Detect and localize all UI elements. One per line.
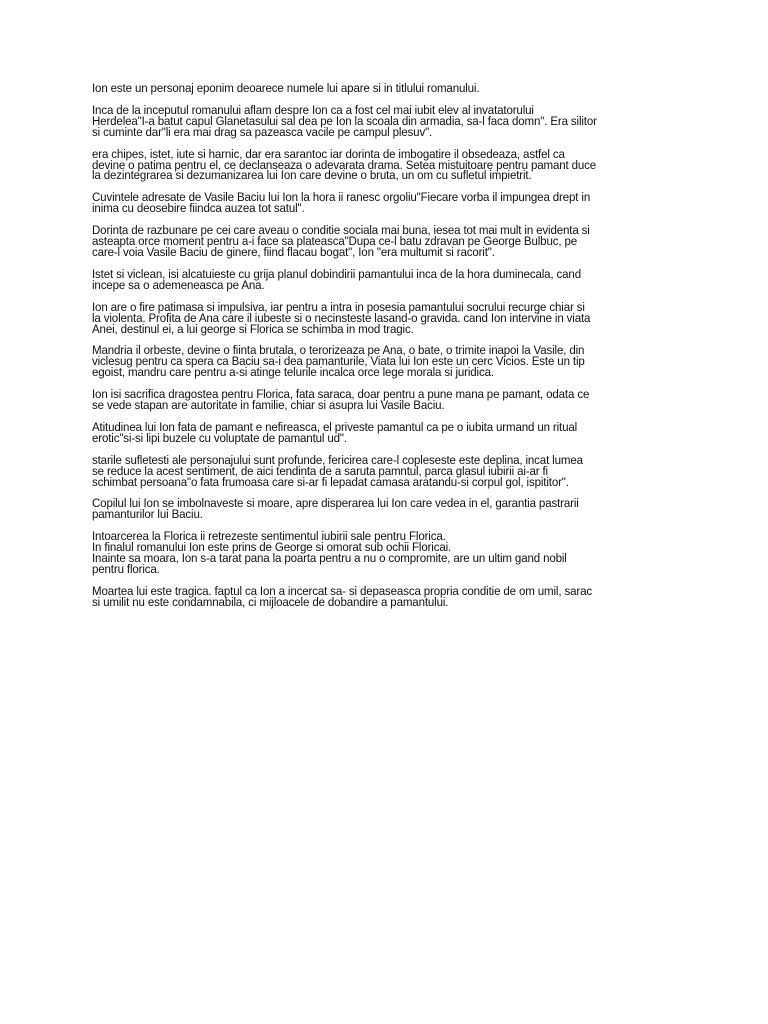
text-line: egoist, mandru care pentru a-si atinge telurile incalca orce lege morala si juridica. bbox=[92, 365, 494, 380]
text-line: Intoarcerea la Florica ii retrezeste sentimentul iubirii sale pentru Florica. bbox=[92, 529, 446, 544]
text-line: Ion isi sacrifica dragostea pentru Florica, fata saraca, doar pentru a pune mana pe pamant, odata ce bbox=[92, 387, 590, 402]
text-line: se reduce la acest sentiment, de aici tendinta de a saruta pamntul, parca glasul iubirii ai-ar fi bbox=[92, 463, 548, 478]
text-line: se vede stapan are autoritate in familie, chiar si asupra lui Vasile Baciu. bbox=[92, 398, 445, 413]
text-line: Ion are o fire patimasa si impulsiva, iar pentru a intra in posesia pamantului socrului recurge chiar si bbox=[92, 299, 585, 314]
paragraph-11 bbox=[92, 452, 674, 489]
text-line: la violenta. Profita de Ana care il iubeste si o necinsteste lasand-o gravida. cand Ion intervine in viata bbox=[92, 310, 591, 325]
text-line: schimbat persoana"o fata frumoasa care si-ar fi lepadat camasa aratandu-si corpul gol, ispititor". bbox=[92, 474, 569, 489]
paragraph-9 bbox=[92, 389, 674, 411]
text-line: devine o patima pentru el, ce declanseaza o adevarata drama. Setea mistuitoare pentru pamant duce bbox=[92, 157, 597, 172]
text-line: Atitudinea lui Ion fata de pamant e nefireasca, el priveste pamantul ca pe o iubita urmand un ritual bbox=[92, 419, 578, 434]
paragraph-1 bbox=[92, 83, 674, 94]
paragraph-6 bbox=[92, 266, 674, 292]
text-line: si cuminte dar"li era mai drag sa pazeasca vacile pe campul plesuv". bbox=[92, 124, 433, 139]
text-line: pentru florica. bbox=[92, 562, 160, 576]
paragraph-5 bbox=[92, 225, 674, 258]
text-line: Mandria il orbeste, devine o fiinta brutala, o terorizeaza pe Ana, o bate, o trimite inapoi la Vasile, din bbox=[92, 343, 585, 358]
text-line: inima cu deosebire fiindca auzea tot satul". bbox=[92, 201, 305, 216]
text-line: Inca de la inceputul romanului aflam despre Ion ca a fost cel mai iubit elev al invatatorului bbox=[92, 102, 534, 117]
paragraph-4 bbox=[92, 192, 674, 214]
document-body bbox=[92, 83, 674, 619]
text-line: In finalul romanului Ion este prins de George si omorat sub ochii Floricai. bbox=[92, 540, 452, 555]
text-line: starile sufletesti ale personajului sunt profunde, fericirea care-l copleseste este deplina, incat lumea bbox=[92, 452, 583, 467]
text-line: erotic"si-si lipi buzele cu voluptate de pamantul ud". bbox=[92, 430, 347, 445]
text-line: care-l voia Vasile Baciu de ginere, fiind flacau bogat", Ion "era multumit si racorit". bbox=[92, 244, 495, 259]
text-line: incepe sa o ademeneasca pe Ana. bbox=[92, 277, 265, 292]
text-line: Dorinta de razbunare pe cei care aveau o conditie sociala mai buna, iesea tot mai mult in evidenta si bbox=[92, 223, 590, 238]
paragraph-3 bbox=[92, 146, 674, 183]
text-line: Inainte sa moara, Ion s-a tarat pana la poarta pentru a nu o compromite, are un ultim gand nobil bbox=[92, 551, 567, 566]
paragraph-13 bbox=[92, 531, 674, 575]
text-line: Anei, destinul ei, a lui george si Florica se schimba in mod tragic. bbox=[92, 321, 414, 336]
paragraph-14 bbox=[92, 583, 674, 609]
text-line: Cuvintele adresate de Vasile Baciu lui Ion la hora ii ranesc orgoliu"Fiecare vorba il impungea drept in bbox=[92, 190, 591, 205]
text-line: Istet si viclean, isi alcatuieste cu grija planul dobindirii pamantului inca de la hora duminecala, cand bbox=[92, 266, 581, 281]
text-line: viclesug pentru ca spera ca Baciu sa-i dea pamanturile, Viata lui Ion este un cerc Vicios. Este un tip bbox=[92, 354, 585, 369]
text-line: asteapta orce moment pentru a-i face sa plateasca"Dupa ce-l batu zdravan pe George Bulbuc, pe bbox=[92, 234, 577, 249]
paragraph-10 bbox=[92, 419, 674, 445]
text-line: Moartea lui este tragica. faptul ca Ion a incercat sa- si depaseasca propria conditie de om umil, sarac bbox=[92, 583, 592, 598]
text-line: era chipes, istet, iute si harnic, dar era sarantoc iar dorinta de imbogatire il obsedeaza, astfel ca bbox=[92, 146, 565, 161]
text-line: pamanturilor lui Baciu. bbox=[92, 507, 203, 522]
text-line: si umilit nu este condamnabila, ci mijloacele de dobandire a pamantului. bbox=[92, 594, 449, 609]
text-line: Ion este un personaj eponim deoarece numele lui apare si in titlului romanului. bbox=[92, 81, 480, 95]
text-line: Copilul lui Ion se imbolnaveste si moare, apre disperarea lui Ion care vedea in el, garantia pastrarii bbox=[92, 496, 579, 511]
paragraph-2 bbox=[92, 102, 674, 139]
paragraph-7 bbox=[92, 299, 674, 336]
text-line: Herdelea"I-a batut capul Glanetasului sal dea pe Ion la scoala din armadia, sa-l faca domn". Era silitor bbox=[92, 113, 597, 128]
paragraph-12 bbox=[92, 498, 674, 520]
paragraph-8 bbox=[92, 345, 674, 378]
text-line: la dezintegrarea si dezumanizarea lui Ion care devine o bruta, un om cu sufletul impietrit. bbox=[92, 168, 532, 183]
